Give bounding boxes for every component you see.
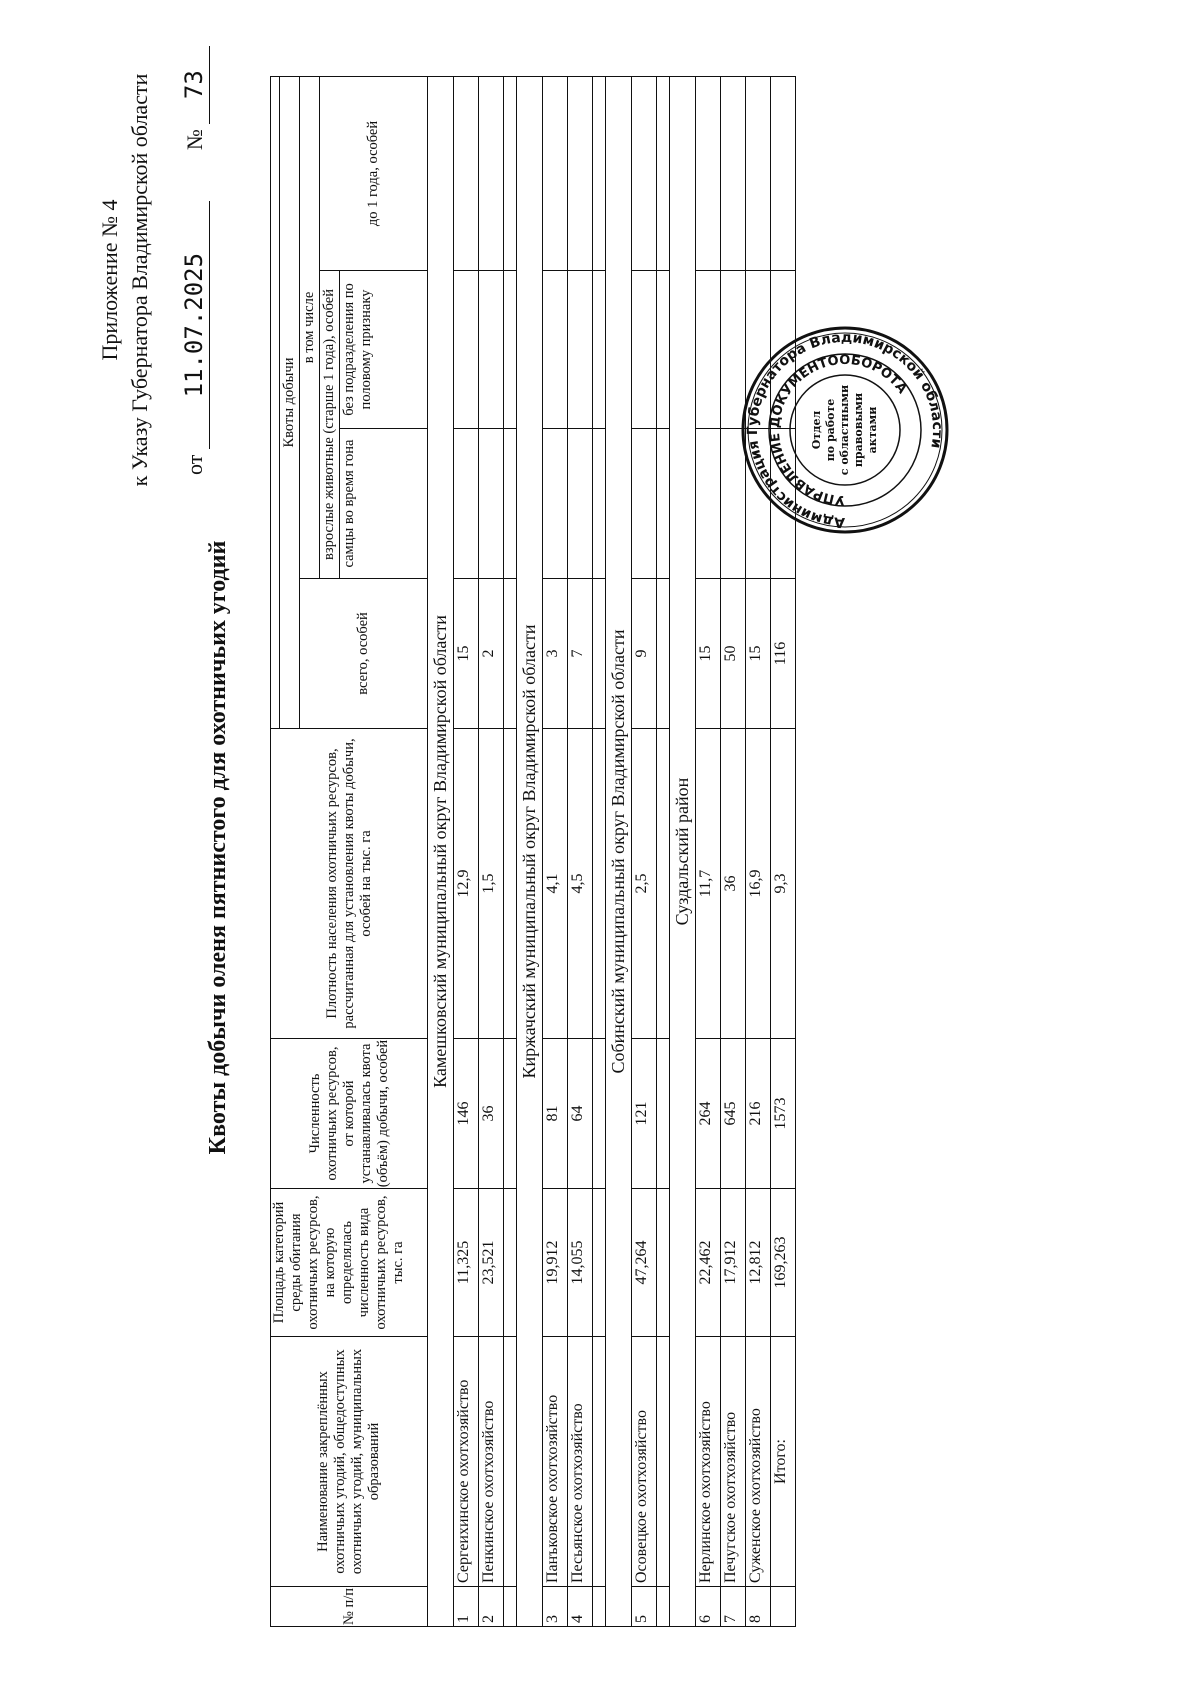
row-quota-males-rut — [479, 429, 504, 579]
row-name: Пенкинское охотхозяйство — [479, 1337, 504, 1587]
header-adults: взрослые животные (старше 1 года), особей — [320, 271, 340, 579]
number-prefix: № — [182, 129, 207, 151]
stamp-outer-text: Администрация Губернатора Владимирской области — [744, 329, 946, 531]
totals-label: Итого: — [771, 1337, 796, 1587]
region-title: Камешковский муниципальный округ Владимирской области — [428, 77, 454, 1627]
row-quota-no-sex — [696, 271, 721, 429]
row-index: 3 — [543, 1587, 568, 1627]
row-quota-males-rut — [568, 429, 593, 579]
table-row — [632, 77, 657, 1627]
row-quota-under1 — [543, 77, 568, 271]
table-row — [696, 77, 721, 1627]
row-name: Печугское охотхозяйство — [721, 1337, 746, 1587]
row-quota-total: 50 — [721, 579, 746, 729]
stamp-center-line-4: правовыми — [852, 392, 865, 468]
row-area: 23,521 — [479, 1189, 504, 1337]
row-density: 36 — [721, 729, 746, 1039]
region-title: Киржачский муниципальный округ Владимирской области — [517, 77, 543, 1627]
row-name: Песьянское охотхозяйство — [568, 1337, 593, 1587]
header-under1: до 1 года, особей — [320, 77, 428, 271]
row-quota-under1 — [632, 77, 657, 271]
appendix-line-2: к Указу Губернатора Владимирской области — [127, 73, 152, 487]
row-population: 264 — [696, 1039, 721, 1189]
row-quota-total: 15 — [454, 579, 479, 729]
row-quota-total: 15 — [746, 579, 771, 729]
stamp-center-line-2: по работе — [824, 398, 837, 462]
row-name: Суженское охотхозяйство — [746, 1337, 771, 1587]
row-name: Сергеихинское охотхозяйство — [454, 1337, 479, 1587]
quota-table — [270, 76, 796, 1627]
appendix-line-1: Приложение № 4 — [97, 199, 122, 361]
row-population: 36 — [479, 1039, 504, 1189]
row-area: 22,462 — [696, 1189, 721, 1337]
row-quota-no-sex — [568, 271, 593, 429]
row-name: Панъковское охотхозяйство — [543, 1337, 568, 1587]
row-density: 12,9 — [454, 729, 479, 1039]
row-index: 7 — [721, 1587, 746, 1627]
row-density: 2,5 — [632, 729, 657, 1039]
stamp-center-line-5: актами — [866, 406, 879, 454]
stamp-center-line-3: с областными — [838, 384, 851, 476]
decree-number: 73 — [179, 46, 210, 124]
row-area: 11,325 — [454, 1189, 479, 1337]
region-row — [428, 77, 454, 1627]
table-row — [721, 77, 746, 1627]
header-area: Площадь категорий среды обитания охотничьих ресурсов, на которую определялась численность вида охотничьих ресурсов, тыс. га — [271, 1189, 428, 1337]
row-density: 4,1 — [543, 729, 568, 1039]
table-header — [271, 77, 428, 1627]
row-population: 216 — [746, 1039, 771, 1189]
row-quota-total: 9 — [632, 579, 657, 729]
header-males-rut: самцы во время гона — [340, 429, 428, 579]
stamp-middle-text: УПРАВЛЕНИЕ ДОКУМЕНТООБОРОТА — [767, 352, 910, 508]
totals-row — [771, 77, 796, 1627]
table-row — [543, 77, 568, 1627]
appendix-header — [95, 45, 210, 515]
row-quota-males-rut — [696, 429, 721, 579]
decree-date: 11.07.2025 — [179, 201, 210, 449]
row-index: 4 — [568, 1587, 593, 1627]
region-title: Суздальский район — [670, 77, 696, 1627]
row-quota-under1 — [454, 77, 479, 271]
row-quota-no-sex — [454, 271, 479, 429]
stamp-center-line-1: Отдел — [810, 410, 823, 450]
row-population: 645 — [721, 1039, 746, 1189]
row-density: 1,5 — [479, 729, 504, 1039]
date-prefix: от — [182, 454, 207, 475]
totals-density: 9,3 — [771, 729, 796, 1039]
region-row — [670, 77, 696, 1627]
totals-population: 1573 — [771, 1039, 796, 1189]
header-population: Численность охотничьих ресурсов, от которой устанавливалась квота (объём) добычи, особей — [271, 1039, 428, 1189]
row-density: 16,9 — [746, 729, 771, 1039]
header-density: Плотность населения охотничьих ресурсов, рассчитанная для установления квоты добычи, особей на тыс. га — [271, 729, 428, 1039]
row-area: 12,812 — [746, 1189, 771, 1337]
row-quota-total: 7 — [568, 579, 593, 729]
region-title: Собинский муниципальный округ Владимирской области — [606, 77, 632, 1627]
header-total: всего, особей — [300, 579, 428, 729]
row-area: 19,912 — [543, 1189, 568, 1337]
region-row — [517, 77, 543, 1627]
row-population: 146 — [454, 1039, 479, 1189]
row-quota-no-sex — [543, 271, 568, 429]
row-name: Осовецкое охотхозяйство — [632, 1337, 657, 1587]
row-area: 17,912 — [721, 1189, 746, 1337]
row-quota-under1 — [479, 77, 504, 271]
row-quota-no-sex — [632, 271, 657, 429]
header-name: Наименование закреплённых охотничьих угодий, общедоступных охотничьих угодий, муниципальных образований — [271, 1337, 428, 1587]
row-population: 121 — [632, 1039, 657, 1189]
row-area: 47,264 — [632, 1189, 657, 1337]
row-quota-total: 2 — [479, 579, 504, 729]
table-row — [479, 77, 504, 1627]
row-quota-under1 — [746, 77, 771, 271]
row-quota-under1 — [696, 77, 721, 271]
row-density: 11,7 — [696, 729, 721, 1039]
row-population: 64 — [568, 1039, 593, 1189]
header-including: в том числе — [300, 77, 320, 579]
row-quota-males-rut — [632, 429, 657, 579]
row-quota-males-rut — [543, 429, 568, 579]
totals-total: 116 — [771, 579, 796, 729]
row-density: 4,5 — [568, 729, 593, 1039]
row-quota-under1 — [568, 77, 593, 271]
table-body — [428, 77, 796, 1627]
row-quota-total: 3 — [543, 579, 568, 729]
spacer-row — [593, 77, 606, 1627]
row-quota-no-sex — [479, 271, 504, 429]
row-area: 14,055 — [568, 1189, 593, 1337]
table-row — [746, 77, 771, 1627]
row-quota-under1 — [721, 77, 746, 271]
totals-area: 169,263 — [771, 1189, 796, 1337]
row-population: 81 — [543, 1039, 568, 1189]
table-row — [568, 77, 593, 1627]
row-quota-males-rut — [454, 429, 479, 579]
header-idx: № п/п — [271, 1587, 428, 1627]
document-title: Квоты добычи оленя пятнистого для охотничьих угодий — [205, 540, 231, 1155]
header-quotas: Квоты добычи — [280, 77, 300, 729]
header-no-sex: без подразделения по половому признаку — [340, 271, 428, 429]
row-quota-total: 15 — [696, 579, 721, 729]
region-row — [606, 77, 632, 1627]
official-stamp — [740, 325, 950, 535]
spacer-row — [504, 77, 517, 1627]
row-index: 5 — [632, 1587, 657, 1627]
row-index: 6 — [696, 1587, 721, 1627]
table-row — [454, 77, 479, 1627]
row-index: 1 — [454, 1587, 479, 1627]
row-index: 2 — [479, 1587, 504, 1627]
spacer-row — [657, 77, 670, 1627]
row-index: 8 — [746, 1587, 771, 1627]
row-name: Нерлинское охотхозяйство — [696, 1337, 721, 1587]
